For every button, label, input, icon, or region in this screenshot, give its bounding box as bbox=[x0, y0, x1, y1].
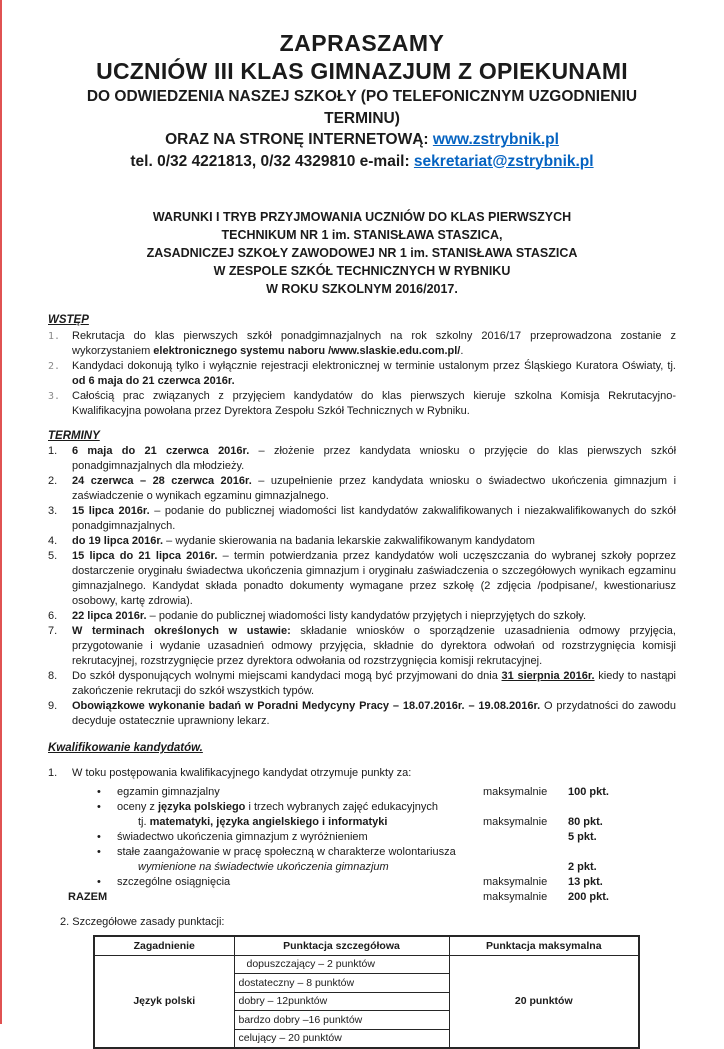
section-2-title: 2. Szczegółowe zasady punktacji: bbox=[60, 915, 676, 930]
points-label-plain: oceny z bbox=[117, 801, 158, 813]
points-value: 2 pkt. bbox=[568, 860, 597, 875]
points-label-italic: wymienione na świadectwie ukończenia gimnazjum bbox=[138, 861, 389, 873]
item-number: 1. bbox=[48, 329, 72, 359]
doc-title-line-2: UCZNIÓW III KLAS GIMNAZJUM Z OPIEKUNAMI bbox=[48, 57, 676, 86]
item-date-bold: do 19 lipca 2016r. bbox=[72, 535, 163, 547]
item-text bbox=[72, 669, 676, 699]
razem-label: RAZEM bbox=[68, 891, 107, 903]
table-cell-detail: bardzo dobry –16 punktów bbox=[234, 1011, 449, 1030]
item-number: 1. bbox=[48, 444, 72, 474]
doc-subtitle-line-3 bbox=[48, 151, 676, 173]
subtitle-2-prefix: ORAZ NA STRONĘ INTERNETOWĄ: bbox=[165, 131, 433, 148]
points-label bbox=[117, 801, 438, 813]
points-row bbox=[48, 875, 676, 890]
item-date-bold: 15 lipca 2016r. bbox=[72, 505, 150, 517]
subtitle-3-prefix: tel. 0/32 4221813, 0/32 4329810 e-mail: bbox=[130, 153, 414, 170]
points-row-continuation bbox=[48, 860, 676, 875]
item-number: 9. bbox=[48, 699, 72, 729]
list-item bbox=[48, 534, 676, 549]
points-label bbox=[138, 816, 387, 828]
points-row-continuation bbox=[48, 815, 676, 830]
points-intro bbox=[48, 766, 676, 781]
points-row bbox=[48, 785, 676, 800]
item-text-plain: – wydanie skierowania na badania lekarskie zakwalifikowanym kandydatom bbox=[163, 535, 535, 547]
website-link[interactable]: www.zstrybnik.pl bbox=[433, 131, 559, 148]
item-text bbox=[72, 474, 676, 504]
points-value: 80 pkt. bbox=[568, 815, 603, 830]
item-text-plain: Rekrutacja do klas pierwszych szkół ponadgimnazjalnych na rok szkolny 2016/17 przeprowadzona zostanie z wykorzystaniem bbox=[72, 330, 676, 357]
item-number: 2. bbox=[48, 359, 72, 389]
item-text-bold: od 6 maja do 21 czerwca 2016r. bbox=[72, 375, 235, 387]
item-number: 2. bbox=[48, 474, 72, 504]
terminy-list bbox=[48, 444, 676, 729]
item-text bbox=[72, 549, 676, 609]
table-cell-detail: celujący – 20 punktów bbox=[234, 1029, 449, 1048]
item-text bbox=[72, 504, 676, 534]
table-cell-detail: dostateczny – 8 punktów bbox=[234, 974, 449, 993]
points-value: 200 pkt. bbox=[568, 890, 609, 905]
item-text bbox=[72, 329, 676, 359]
points-value: 5 pkt. bbox=[568, 830, 597, 845]
points-block bbox=[48, 766, 676, 905]
item-number: 5. bbox=[48, 549, 72, 609]
bullet-icon: • bbox=[97, 830, 101, 845]
bullet-icon: • bbox=[97, 875, 101, 890]
list-item bbox=[48, 329, 676, 359]
item-date-bold: 15 lipca do 21 lipca 2016r. bbox=[72, 550, 217, 562]
list-item bbox=[48, 699, 676, 729]
red-edge-accent-line bbox=[0, 0, 2, 1024]
razem-row bbox=[48, 890, 676, 905]
item-number: 1. bbox=[48, 766, 72, 781]
item-date-bold: Obowiązkowe wykonanie badań w Poradni Medycyny Pracy – 18.07.2016r. – 19.08.2016r. bbox=[72, 700, 540, 712]
points-value: 100 pkt. bbox=[568, 785, 609, 800]
section-heading-kwalifikowanie: Kwalifikowanie kandydatów. bbox=[48, 741, 676, 757]
item-number: 3. bbox=[48, 389, 72, 419]
warunki-line: W ROKU SZKOLNYM 2016/2017. bbox=[48, 280, 676, 298]
warunki-line: W ZESPOLE SZKÓŁ TECHNICZNYCH W RYBNIKU bbox=[48, 262, 676, 280]
bullet-icon: • bbox=[97, 845, 101, 860]
table-cell-detail: dopuszczający – 2 punktów bbox=[234, 955, 449, 974]
points-label-plain: tj. bbox=[138, 816, 150, 828]
doc-subtitle-line-2 bbox=[48, 129, 676, 151]
item-text-plain: – złożenie przez kandydata wniosku o przyjęcie do klas pierwszych szkół ponadgimnazjalnych dla młodzieży. bbox=[72, 445, 676, 472]
list-item bbox=[48, 389, 676, 419]
item-text-plain: Kandydaci dokonują tylko i wyłącznie rejestracji elektronicznej w terminie ustalonym przez Śląskiego Kuratora Oświaty, tj. bbox=[72, 360, 676, 372]
item-text-plain: – podanie do publicznej wiadomości listy kandydatów przyjętych i nieprzyjętych do szkoły. bbox=[147, 610, 586, 622]
section-heading-wstep: WSTĘP bbox=[48, 313, 676, 329]
section-heading-terminy: TERMINY bbox=[48, 429, 676, 445]
list-item bbox=[48, 624, 676, 669]
item-text bbox=[72, 444, 676, 474]
bullet-icon: • bbox=[97, 785, 101, 800]
points-row bbox=[48, 845, 676, 860]
list-item bbox=[48, 504, 676, 534]
list-item bbox=[48, 359, 676, 389]
maks-label: maksymalnie bbox=[483, 890, 547, 905]
warunki-heading-block bbox=[48, 208, 676, 298]
points-label: świadectwo ukończenia gimnazjum z wyróżnieniem bbox=[117, 831, 368, 843]
item-date-bold: W terminach określonych w ustawie: bbox=[72, 625, 291, 637]
item-text-plain: Całością prac związanych z przyjęciem kandydatów do klas pierwszych kieruje szkolna Komisja Rekrutacyjno-Kwalifikacyjna powołana przez Dyrektora Zespołu Szkół Technicznych w Rybniku. bbox=[72, 390, 676, 417]
points-label-bold: matematyki, języka angielskiego i informatyki bbox=[150, 816, 388, 828]
item-text-plain: – termin potwierdzania przez kandydatów woli uczęszczania do wybranej szkoły poprzez dostarczenie oryginału świadectwa ukończenia gimnazjum i oryginału zaświadczenia o szczegółowych wynikach egzaminu gimnazjalnego. Kandydat składa ponadto dokumenty wymagane przez szkołę (2 zdjęcia /podpisane/, kwestionariusz osobowy, kartę zdrowia). bbox=[72, 550, 676, 607]
item-text-plain: kiedy to nastąpi zakończenie rekrutacji do szkół wszystkich typów. bbox=[72, 670, 676, 697]
points-label: szczególne osiągnięcia bbox=[117, 876, 230, 888]
list-item bbox=[48, 669, 676, 699]
item-number: 8. bbox=[48, 669, 72, 699]
item-text bbox=[72, 359, 676, 389]
points-row bbox=[48, 830, 676, 845]
points-label: egzamin gimnazjalny bbox=[117, 786, 220, 798]
points-label: stałe zaangażowanie w pracę społeczną w charakterze wolontariusza bbox=[117, 846, 456, 858]
bullet-icon: • bbox=[97, 800, 101, 815]
points-value: 13 pkt. bbox=[568, 875, 603, 890]
item-text-plain: Do szkół dysponujących wolnymi miejscami kandydaci mogą być przyjmowani do dnia bbox=[72, 670, 502, 682]
table-row bbox=[94, 955, 639, 974]
item-date-bold: 24 czerwca – 28 czerwca 2016r. bbox=[72, 475, 252, 487]
item-text bbox=[72, 624, 676, 669]
item-number: 6. bbox=[48, 609, 72, 624]
item-text-bold: elektronicznego systemu naboru /www.slaskie.edu.com.pl/ bbox=[153, 345, 460, 357]
maks-label: maksymalnie bbox=[483, 815, 547, 830]
warunki-line: WARUNKI I TRYB PRZYJMOWANIA UCZNIÓW DO KLAS PIERWSZYCH bbox=[48, 208, 676, 226]
list-item bbox=[48, 549, 676, 609]
item-text-plain: składanie wniosków o sporządzenie uzasadnienia odmowy przyjęcia, przygotowanie i wydanie uzasadnień odmowy przyjęcia, składnie do dyrektora odwołań od rozstrzygnięcia komisji rekrutacyjnej, rozstrzygnięcie przez dyrektora odwołania od rozstrzygnięcia komisji rekrutacyjnej. bbox=[72, 625, 676, 667]
maks-label: maksymalnie bbox=[483, 785, 547, 800]
points-label-bold: języka polskiego bbox=[158, 801, 245, 813]
item-text-plain: O przydatności do zawodu decyduje ostatecznie uprawniony lekarz. bbox=[72, 700, 676, 727]
table-cell-max: 20 punktów bbox=[449, 955, 639, 1048]
table-header-punktacja-maksymalna: Punktacja maksymalna bbox=[449, 936, 639, 956]
warunki-line: ZASADNICZEJ SZKOŁY ZAWODOWEJ NR 1 im. STANISŁAWA STASZICA bbox=[48, 244, 676, 262]
points-row bbox=[48, 800, 676, 815]
points-intro-text: W toku postępowania kwalifikacyjnego kandydat otrzymuje punkty za: bbox=[72, 766, 676, 781]
points-label-plain: i trzech wybranych zajęć edukacyjnych bbox=[245, 801, 438, 813]
list-item bbox=[48, 609, 676, 624]
wstep-list bbox=[48, 329, 676, 419]
warunki-line: TECHNIKUM NR 1 im. STANISŁAWA STASZICA, bbox=[48, 226, 676, 244]
item-text bbox=[72, 609, 676, 624]
email-link[interactable]: sekretariat@zstrybnik.pl bbox=[414, 153, 594, 170]
item-number: 7. bbox=[48, 624, 72, 669]
table-header-row bbox=[94, 936, 639, 956]
list-item bbox=[48, 444, 676, 474]
item-text bbox=[72, 389, 676, 419]
table-cell-detail: dobry – 12punktów bbox=[234, 992, 449, 1011]
item-text-plain: . bbox=[460, 345, 463, 357]
table-header-zagadnienie: Zagadnienie bbox=[94, 936, 234, 956]
item-text-plain: – podanie do publicznej wiadomości list kandydatów zakwalifikowanych i niezakwalifikowanych do szkół ponadgimnazjalnych. bbox=[72, 505, 676, 532]
maks-label: maksymalnie bbox=[483, 875, 547, 890]
item-date-bold: 22 lipca 2016r. bbox=[72, 610, 147, 622]
scoring-table bbox=[93, 935, 640, 1049]
item-text bbox=[72, 534, 676, 549]
item-number: 3. bbox=[48, 504, 72, 534]
table-cell-subject: Język polski bbox=[94, 955, 234, 1048]
item-text-plain: – uzupełnienie przez kandydata wniosku o świadectwo ukończenia gimnazjum i zaświadczenie o wynikach egzaminu gimnazjalnego. bbox=[72, 475, 676, 502]
item-number: 4. bbox=[48, 534, 72, 549]
item-date-bold: 6 maja do 21 czerwca 2016r. bbox=[72, 445, 249, 457]
doc-title-line-1: ZAPRASZAMY bbox=[48, 30, 676, 57]
table-header-punktacja-szczegolowa: Punktacja szczegółowa bbox=[234, 936, 449, 956]
item-text bbox=[72, 699, 676, 729]
doc-subtitle-line-1: DO ODWIEDZENIA NASZEJ SZKOŁY (PO TELEFONICZNYM UZGODNIENIU TERMINU) bbox=[48, 86, 676, 129]
list-item bbox=[48, 474, 676, 504]
item-date-bold-underline: 31 sierpnia 2016r. bbox=[502, 670, 595, 682]
